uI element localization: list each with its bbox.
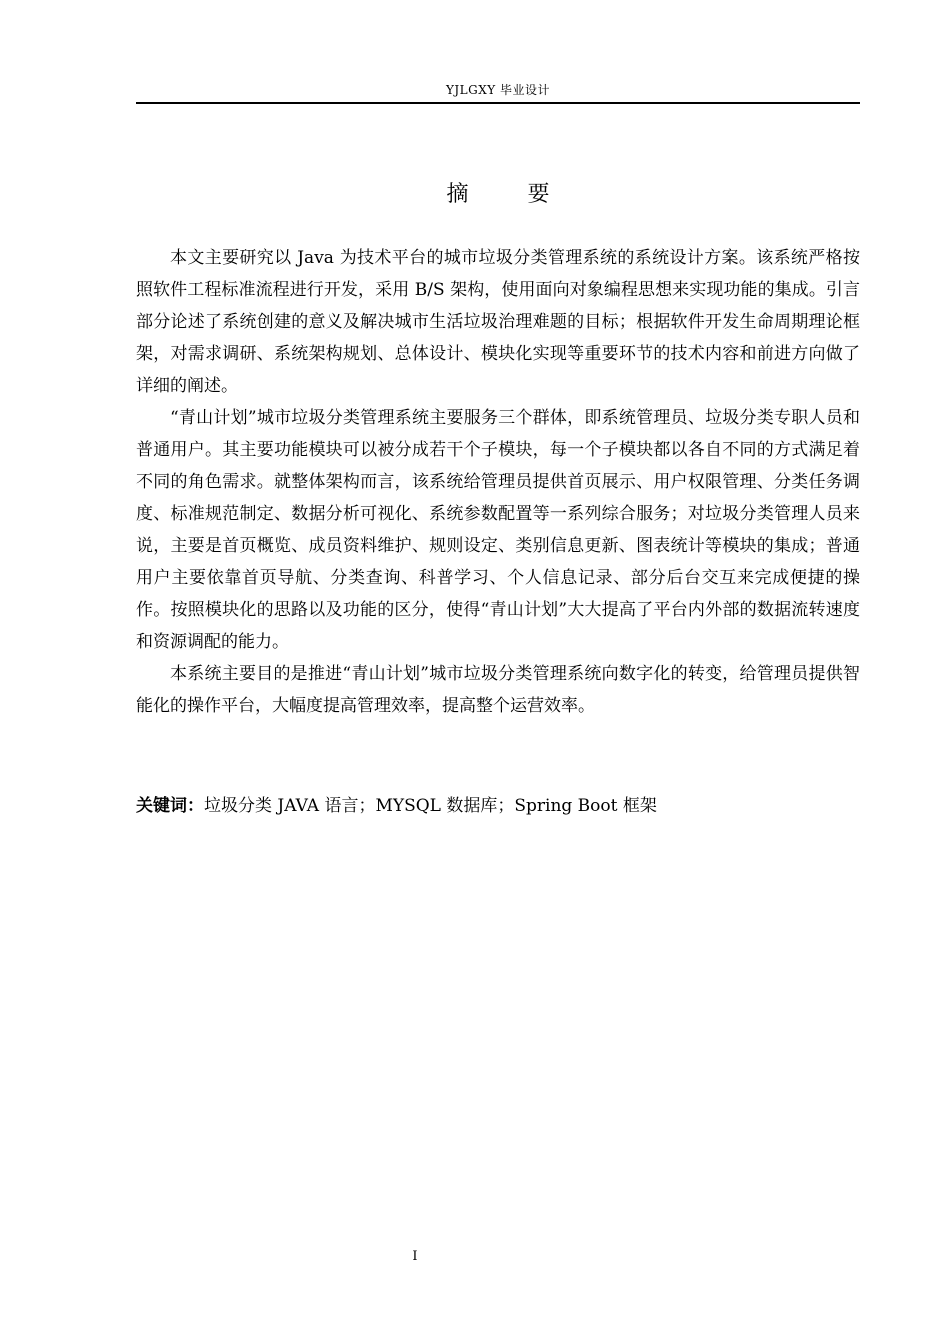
- abstract-paragraph-2: “青山计划”城市垃圾分类管理系统主要服务三个群体，即系统管理员、垃圾分类专职人员和普通用户。其主要功能模块可以被分成若干个子模块，每一个子模块都以各自不同的方式满足着不同的角色需求。就整体架构而言，该系统给管理员提供首页展示、用户权限管理、分类任务调度、标准规范制定、数据分析可视化、系统参数配置等一系列综合服务；对垃圾分类管理人员来说，主要是首页概览、成员资料维护、规则设定、类别信息更新、图表统计等模块的集成；普通用户主要依靠首页导航、分类查询、科普学习、个人信息记录、部分后台交互来完成便捷的操作。按照模块化的思路以及功能的区分，使得“青山计划”大大提高了平台内外部的数据流转速度和资源调配的能力。: [136, 408, 860, 652]
- header-rule: [136, 102, 860, 104]
- keywords-label: 关键词：: [136, 796, 204, 816]
- abstract-body: [136, 242, 860, 722]
- abstract-paragraph-1: 本文主要研究以 Java 为技术平台的城市垃圾分类管理系统的系统设计方案。该系统严格按照软件工程标准流程进行开发，采用 B/S 架构，使用面向对象编程思想来实现功能的集成。引言部分论述了系统创建的意义及解决城市生活垃圾治理难题的目标；根据软件开发生命周期理论框架，对需求调研、系统架构规划、总体设计、模块化实现等重要环节的技术内容和前进方向做了详细的阐述。: [136, 248, 860, 396]
- abstract-paragraph-3: 本系统主要目的是推进“青山计划”城市垃圾分类管理系统向数字化的转变，给管理员提供智能化的操作平台，大幅度提高管理效率，提高整个运营效率。: [136, 664, 860, 716]
- keywords-text: 垃圾分类 JAVA 语言；MYSQL 数据库；Spring Boot 框架: [204, 796, 657, 816]
- running-header: YJLGXY 毕业设计: [445, 83, 551, 97]
- abstract-title: 摘 要: [446, 182, 576, 207]
- keywords-line: [136, 790, 860, 822]
- page-number: I: [412, 1249, 418, 1264]
